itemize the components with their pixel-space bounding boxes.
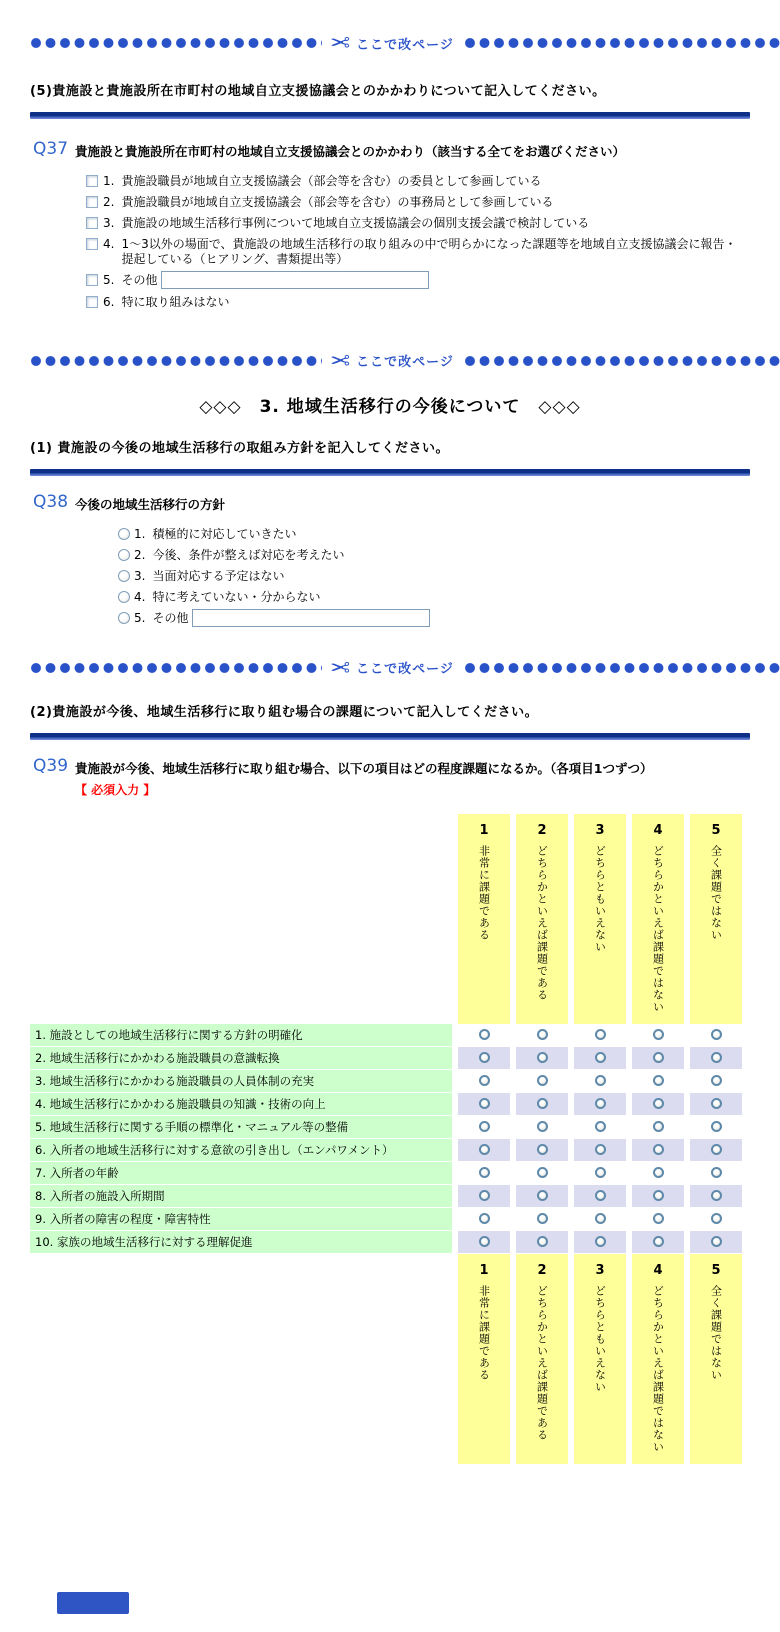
matrix-column-label: 非常に課題である [477, 844, 491, 941]
matrix-cell [690, 1116, 742, 1139]
matrix-radio-button[interactable] [711, 1052, 722, 1063]
page-break-divider [30, 29, 780, 57]
q38-id: Q38 [33, 491, 69, 512]
q39-id: Q39 [33, 755, 69, 776]
matrix-cell [458, 1093, 510, 1116]
matrix-radio-button[interactable] [653, 1190, 664, 1201]
scissors-icon: ✂ [330, 346, 351, 375]
matrix-column-number: 2 [537, 822, 547, 838]
checkbox-option [86, 237, 741, 267]
matrix-cell [574, 1208, 626, 1231]
matrix-radio-button[interactable] [653, 1098, 664, 1109]
option-number: 4. [134, 589, 146, 604]
matrix-corner-spacer [30, 814, 452, 1024]
matrix-column-header [690, 1254, 742, 1464]
matrix-row [30, 1047, 742, 1070]
matrix-cell [574, 1116, 626, 1139]
matrix-radio-button[interactable] [595, 1190, 606, 1201]
matrix-radio-button[interactable] [595, 1052, 606, 1063]
matrix-cell [516, 1162, 568, 1185]
matrix-row [30, 1185, 742, 1208]
matrix-radio-button[interactable] [537, 1052, 548, 1063]
matrix-column-label: どちらともいえない [593, 1284, 607, 1393]
option-label: 今後、条件が整えば対応を考えたい [152, 547, 345, 562]
matrix-radio-button[interactable] [595, 1075, 606, 1086]
matrix-radio-button[interactable] [711, 1075, 722, 1086]
matrix-cell [632, 1024, 684, 1047]
matrix-cell [690, 1070, 742, 1093]
matrix-cell [516, 1093, 568, 1116]
matrix-row-label: 9. 入所者の障害の程度・障害特性 [30, 1208, 452, 1231]
matrix-row-label: 5. 地域生活移行に関する手順の標準化・マニュアル等の整備 [30, 1116, 452, 1139]
matrix-column-header [458, 814, 510, 1024]
matrix-cell [458, 1162, 510, 1185]
checkbox[interactable] [86, 274, 98, 286]
matrix-radio-button[interactable] [479, 1213, 490, 1224]
matrix-radio-button[interactable] [595, 1029, 606, 1040]
divider-bar [30, 469, 750, 476]
matrix-column-label: どちらかといえば課題である [535, 1284, 549, 1441]
matrix-column-label: どちらかといえば課題である [535, 844, 549, 1001]
option-label: 特に考えていない・分からない [152, 589, 321, 604]
matrix-row [30, 1231, 742, 1254]
matrix-radio-button[interactable] [479, 1190, 490, 1201]
option-number: 1. [103, 173, 115, 188]
matrix-row [30, 1093, 742, 1116]
bottom-blue-bar[interactable] [57, 1592, 129, 1614]
matrix-row-label: 8. 入所者の施設入所期間 [30, 1185, 452, 1208]
dotted-line [464, 662, 780, 674]
matrix-cell [458, 1116, 510, 1139]
matrix-radio-button[interactable] [653, 1236, 664, 1247]
matrix-cell [574, 1093, 626, 1116]
matrix-column-number: 4 [653, 1262, 663, 1278]
matrix-radio-button[interactable] [595, 1236, 606, 1247]
matrix-cell [574, 1185, 626, 1208]
matrix-radio-button[interactable] [537, 1098, 548, 1109]
matrix-column-header [632, 1254, 684, 1464]
option-label: 1～3以外の場面で、貴施設の地域生活移行の取り組みの中で明らかになった課題等を地域自立支援協議会に報告・提起している（ヒアリング、書類提出等） [121, 236, 737, 266]
q38-other-input[interactable] [192, 609, 430, 627]
matrix-radio-button[interactable] [653, 1029, 664, 1040]
matrix-cell [516, 1047, 568, 1070]
matrix-column-label: 全く課題ではない [709, 844, 723, 941]
page-break-divider [30, 346, 780, 375]
matrix-cell [516, 1185, 568, 1208]
matrix-row-label: 4. 地域生活移行にかかわる施設職員の知識・技術の向上 [30, 1093, 452, 1116]
matrix-radio-button[interactable] [711, 1029, 722, 1040]
scissors-icon: ✂ [330, 29, 351, 57]
radio-option [118, 548, 773, 563]
checkbox[interactable] [86, 238, 98, 250]
matrix-cell [458, 1231, 510, 1254]
matrix-radio-button[interactable] [537, 1121, 548, 1132]
matrix-header [30, 814, 742, 1024]
matrix-radio-button[interactable] [479, 1236, 490, 1247]
matrix-radio-button[interactable] [479, 1052, 490, 1063]
matrix-radio-button[interactable] [537, 1144, 548, 1155]
matrix-column-header [516, 814, 568, 1024]
matrix-corner-spacer [30, 1254, 452, 1464]
page-break-label: ここで改ページ [356, 37, 454, 53]
matrix-cell [690, 1231, 742, 1254]
matrix-cell [690, 1162, 742, 1185]
matrix-row-label: 3. 地域生活移行にかかわる施設職員の人員体制の充実 [30, 1070, 452, 1093]
option-number: 2. [134, 547, 146, 562]
matrix-cell [690, 1024, 742, 1047]
option-number: 1. [134, 526, 146, 541]
matrix-radio-button[interactable] [479, 1167, 490, 1178]
matrix-cell [574, 1231, 626, 1254]
radio-button[interactable] [118, 549, 130, 561]
matrix-cell [516, 1070, 568, 1093]
option-number: 3. [134, 568, 146, 583]
matrix-cell [458, 1139, 510, 1162]
matrix-radio-button[interactable] [595, 1098, 606, 1109]
checkbox-option [86, 195, 741, 210]
matrix-radio-button[interactable] [653, 1052, 664, 1063]
checkbox-option [86, 295, 741, 310]
matrix-radio-button[interactable] [537, 1075, 548, 1086]
required-badge: 【 必須入力 】 [75, 782, 156, 797]
matrix-cell [632, 1139, 684, 1162]
matrix-cell [632, 1070, 684, 1093]
option-label: 貴施設職員が地域自立支援協議会（部会等を含む）の委員として参画している [121, 173, 542, 188]
matrix-row [30, 1024, 742, 1047]
matrix-radio-button[interactable] [479, 1075, 490, 1086]
radio-option [118, 590, 773, 605]
checkbox-option [86, 273, 741, 289]
radio-option [118, 527, 773, 542]
radio-button[interactable] [118, 528, 130, 540]
matrix-radio-button[interactable] [595, 1167, 606, 1178]
matrix-row [30, 1116, 742, 1139]
matrix-radio-button[interactable] [537, 1190, 548, 1201]
matrix-radio-button[interactable] [653, 1213, 664, 1224]
matrix-row [30, 1208, 742, 1231]
matrix-column-header [516, 1254, 568, 1464]
matrix-cell [690, 1047, 742, 1070]
section5-heading: (5)貴施設と貴施設所在市町村の地域自立支援協議会とのかかわりについて記入してください。 [30, 84, 606, 99]
matrix-cell [516, 1208, 568, 1231]
dotted-line [30, 355, 322, 367]
matrix-column-label: どちらともいえない [593, 844, 607, 953]
option-number: 5. [103, 272, 115, 287]
option-label: 積極的に対応していきたい [152, 526, 297, 541]
scissors-icon: ✂ [330, 653, 351, 682]
matrix-cell [632, 1047, 684, 1070]
matrix-row-label: 6. 入所者の地域生活移行に対する意欲の引き出し（エンパワメント） [30, 1139, 452, 1162]
matrix-cell [690, 1139, 742, 1162]
matrix-column-number: 4 [653, 822, 663, 838]
matrix-radio-button[interactable] [711, 1213, 722, 1224]
q37-other-input[interactable] [161, 271, 429, 289]
page-break-label: ここで改ページ [356, 355, 454, 371]
matrix-cell [458, 1185, 510, 1208]
section2-heading: (2)貴施設が今後、地域生活移行に取り組む場合の課題について記入してください。 [30, 704, 539, 720]
q37-id: Q37 [33, 139, 69, 159]
matrix-cell [632, 1231, 684, 1254]
matrix-row [30, 1162, 742, 1185]
dotted-line [464, 37, 780, 49]
matrix-radio-button[interactable] [537, 1236, 548, 1247]
option-number: 2. [103, 194, 115, 209]
checkbox-option [86, 174, 741, 189]
matrix-radio-button[interactable] [711, 1167, 722, 1178]
q38-option-list [118, 527, 773, 627]
matrix-cell [632, 1093, 684, 1116]
option-label: 貴施設職員が地域自立支援協議会（部会等を含む）の事務局として参画している [121, 194, 554, 209]
matrix-cell [516, 1231, 568, 1254]
checkbox[interactable] [86, 296, 98, 308]
page-break-divider [30, 653, 780, 682]
matrix-cell [574, 1162, 626, 1185]
radio-button[interactable] [118, 612, 130, 624]
q37-header [33, 141, 780, 161]
q38-title: 今後の地域生活移行の方針 [75, 496, 226, 512]
matrix-row [30, 1139, 742, 1162]
option-number: 4. [103, 236, 115, 251]
radio-button[interactable] [118, 570, 130, 582]
q37-title: 貴施設と貴施設所在市町村の地域自立支援協議会とのかかわり（該当する全てをお選びください） [75, 144, 626, 159]
matrix-cell [574, 1070, 626, 1093]
matrix-radio-button[interactable] [479, 1029, 490, 1040]
matrix-row-label: 1. 施設としての地域生活移行に関する方針の明確化 [30, 1024, 452, 1047]
divider-bar [30, 733, 750, 740]
matrix-column-number: 3 [595, 1262, 605, 1278]
matrix-column-label: 非常に課題である [477, 1284, 491, 1381]
checkbox[interactable] [86, 217, 98, 229]
matrix-column-number: 5 [711, 822, 721, 838]
matrix-column-header [574, 814, 626, 1024]
matrix-radio-button[interactable] [537, 1029, 548, 1040]
matrix-cell [632, 1208, 684, 1231]
q39-title: 貴施設が今後、地域生活移行に取り組む場合、以下の項目はどの程度課題になるか。（各項目1つずつ） [75, 760, 653, 776]
matrix-column-header [574, 1254, 626, 1464]
page-break-label: ここで改ページ [356, 662, 454, 678]
option-label: 特に取り組みはない [121, 294, 230, 309]
checkbox[interactable] [86, 175, 98, 187]
matrix-radio-button[interactable] [479, 1098, 490, 1109]
matrix-cell [516, 1139, 568, 1162]
matrix-column-number: 1 [479, 822, 489, 838]
matrix-radio-button[interactable] [653, 1144, 664, 1155]
matrix-row-label: 7. 入所者の年齢 [30, 1162, 452, 1185]
matrix-radio-button[interactable] [595, 1121, 606, 1132]
matrix-column-header [690, 814, 742, 1024]
matrix-radio-button[interactable] [537, 1167, 548, 1178]
matrix-cell [574, 1047, 626, 1070]
matrix-cell [516, 1116, 568, 1139]
matrix-radio-button[interactable] [537, 1213, 548, 1224]
matrix-cell [574, 1024, 626, 1047]
matrix-radio-button[interactable] [653, 1075, 664, 1086]
matrix-body [30, 1024, 742, 1254]
matrix-radio-button[interactable] [711, 1190, 722, 1201]
matrix-radio-button[interactable] [711, 1144, 722, 1155]
matrix-column-header [458, 1254, 510, 1464]
matrix-cell [690, 1185, 742, 1208]
matrix-column-number: 3 [595, 822, 605, 838]
matrix-cell [690, 1208, 742, 1231]
dotted-line [464, 355, 780, 367]
matrix-column-label: どちらかといえば課題ではない [651, 844, 665, 1013]
matrix-cell [632, 1116, 684, 1139]
matrix-radio-button[interactable] [479, 1121, 490, 1132]
q37-option-list [86, 174, 741, 310]
matrix-row-label: 2. 地域生活移行にかかわる施設職員の意識転換 [30, 1047, 452, 1070]
dotted-line [30, 37, 322, 49]
checkbox-option [86, 216, 741, 231]
option-label: 貴施設の地域生活移行事例について地域自立支援協議会の個別支援会議で検討している [121, 215, 590, 230]
option-label: 当面対応する予定はない [152, 568, 285, 583]
matrix-column-number: 1 [479, 1262, 489, 1278]
matrix-footer [30, 1254, 742, 1464]
matrix-cell [458, 1024, 510, 1047]
option-number: 3. [103, 215, 115, 230]
matrix-column-number: 2 [537, 1262, 547, 1278]
matrix-radio-button[interactable] [595, 1213, 606, 1224]
chapter3-title: ◇◇◇ 3. 地域生活移行の今後について ◇◇◇ [199, 396, 581, 417]
matrix-radio-button[interactable] [711, 1121, 722, 1132]
matrix-cell [458, 1208, 510, 1231]
matrix-column-label: どちらかといえば課題ではない [651, 1284, 665, 1453]
option-label: その他 [152, 610, 189, 625]
matrix-row [30, 1070, 742, 1093]
matrix-column-label: 全く課題ではない [709, 1284, 723, 1381]
matrix-column-number: 5 [711, 1262, 721, 1278]
q39-header [33, 755, 780, 798]
matrix-cell [516, 1024, 568, 1047]
matrix-cell [632, 1162, 684, 1185]
matrix-cell [632, 1185, 684, 1208]
matrix-radio-button[interactable] [653, 1121, 664, 1132]
matrix-radio-button[interactable] [595, 1144, 606, 1155]
matrix-radio-button[interactable] [653, 1167, 664, 1178]
radio-option [118, 569, 773, 584]
radio-button[interactable] [118, 591, 130, 603]
matrix-cell [458, 1070, 510, 1093]
option-number: 6. [103, 294, 115, 309]
option-number: 5. [134, 610, 146, 625]
option-label: その他 [121, 272, 158, 287]
matrix-column-header [632, 814, 684, 1024]
section1-heading: (1) 貴施設の今後の地域生活移行の取組み方針を記入してください。 [30, 440, 449, 456]
matrix-cell [458, 1047, 510, 1070]
matrix-radio-button[interactable] [479, 1144, 490, 1155]
radio-option [118, 611, 773, 627]
divider-bar [30, 112, 750, 119]
dotted-line [30, 662, 322, 674]
q39-matrix [30, 814, 742, 1464]
matrix-cell [574, 1139, 626, 1162]
matrix-row-label: 10. 家族の地域生活移行に対する理解促進 [30, 1231, 452, 1254]
checkbox[interactable] [86, 196, 98, 208]
matrix-cell [690, 1093, 742, 1116]
matrix-radio-button[interactable] [711, 1098, 722, 1109]
matrix-radio-button[interactable] [711, 1236, 722, 1247]
q38-header [33, 491, 780, 514]
